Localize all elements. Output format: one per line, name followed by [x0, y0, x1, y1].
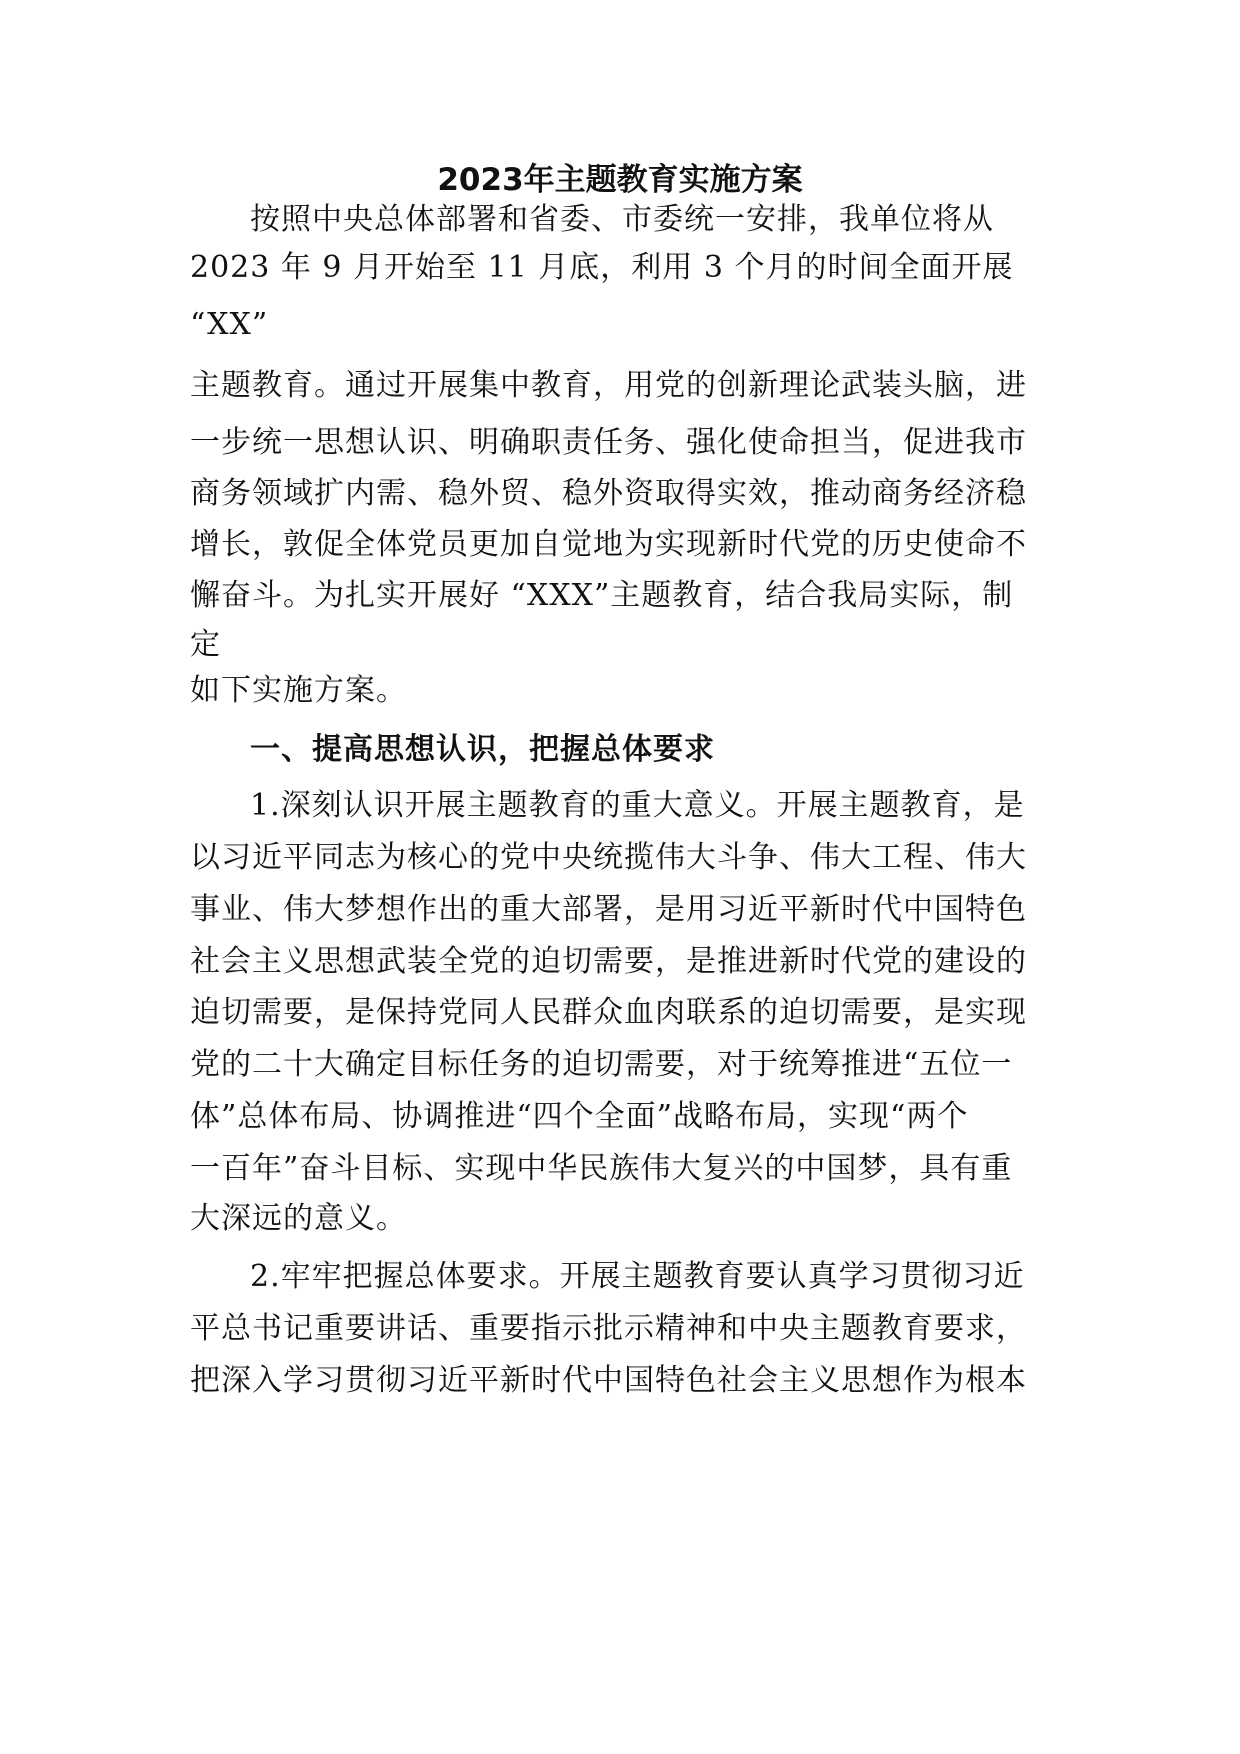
paragraph-line: 一步统一思想认识、明确职责任务、强化使命担当，促进我市: [190, 425, 1027, 460]
paragraph-line: 一百年”奋斗目标、实现中华民族伟大复兴的中国梦，具有重: [190, 1151, 1013, 1186]
paragraph-line: 把深入学习贯彻习近平新时代中国特色社会主义思想作为根本: [190, 1363, 1027, 1398]
paragraph-line: 1.深刻认识开展主题教育的重大意义。开展主题教育，是: [250, 788, 1025, 823]
paragraph-line: 懈奋斗。为扎实开展好 “XXX”主题教育，结合我局实际，制: [190, 578, 1014, 613]
document-title: 2023年主题教育实施方案: [437, 162, 803, 198]
paragraph-line: 商务领域扩内需、稳外贸、稳外资取得实效，推动商务经济稳: [190, 476, 1027, 511]
paragraph-line: 2.牢牢把握总体要求。开展主题教育要认真学习贯彻习近: [250, 1259, 1025, 1294]
section-heading: 一、提高思想认识，把握总体要求: [250, 732, 715, 767]
paragraph-line: 体”总体布局、协调推进“四个全面”战略布局，实现“两个: [190, 1099, 969, 1134]
paragraph-line: 以习近平同志为核心的党中央统揽伟大斗争、伟大工程、伟大: [190, 840, 1027, 875]
paragraph-line: “XX”: [190, 307, 269, 342]
paragraph-line: 2023 年 9 月开始至 11 月底，利用 3 个月的时间全面开展: [190, 250, 1014, 285]
paragraph-line: 主题教育。通过开展集中教育，用党的创新理论武装头脑，进: [190, 368, 1027, 403]
paragraph-line: 定: [190, 627, 221, 662]
paragraph-line: 迫切需要，是保持党同人民群众血肉联系的迫切需要，是实现: [190, 995, 1027, 1030]
paragraph-line: 平总书记重要讲话、重要指示批示精神和中央主题教育要求，: [190, 1311, 1027, 1346]
paragraph-line: 如下实施方案。: [190, 673, 407, 708]
paragraph-line: 党的二十大确定目标任务的迫切需要，对于统筹推进“五位一: [190, 1047, 1013, 1082]
paragraph-line: 大深远的意义。: [190, 1201, 407, 1236]
paragraph-line: 增长，敦促全体党员更加自觉地为实现新时代党的历史使命不: [190, 527, 1027, 562]
paragraph-line: 事业、伟大梦想作出的重大部署，是用习近平新时代中国特色: [190, 892, 1027, 927]
paragraph-line: 社会主义思想武装全党的迫切需要，是推进新时代党的建设的: [190, 944, 1027, 979]
paragraph-line: 按照中央总体部署和省委、市委统一安排，我单位将从: [250, 202, 994, 237]
